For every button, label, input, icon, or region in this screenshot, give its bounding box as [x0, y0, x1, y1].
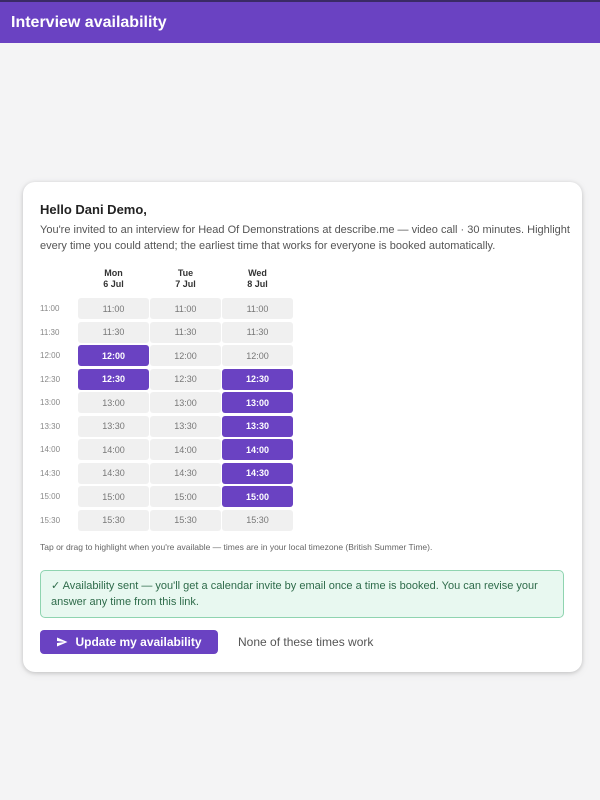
time-label: 11:30 [40, 327, 60, 337]
time-label: 13:30 [40, 421, 61, 431]
day-date: 6 Jul [103, 279, 124, 289]
success-message: ✓ Availability sent — you'll get a calendar invite by email once a time is booked. You can revise your answer any time from this link. [40, 570, 564, 618]
time-slot[interactable]: 14:30 [78, 463, 149, 484]
time-slot[interactable]: 15:00 [78, 486, 149, 507]
day-name: Mon [104, 268, 123, 278]
time-slot[interactable]: 15:30 [222, 510, 293, 531]
time-label: 12:30 [40, 374, 61, 384]
timezone-hint: Tap or drag to highlight when you're available — times are in your local timezone (British Summer Time). [40, 542, 433, 552]
time-slot[interactable]: 11:30 [222, 322, 293, 343]
time-slot-selected[interactable]: 12:30 [78, 369, 149, 390]
invite-description: You're invited to an interview for Head Of Demonstrations at describe.me — video call · 30 minutes. Highlight every time you could attend; the earliest time that works for everyone is booked automatically. [40, 224, 570, 252]
time-label: 15:30 [40, 515, 61, 525]
none-work-link[interactable]: None of these times work [238, 635, 374, 649]
day-date: 7 Jul [175, 279, 196, 289]
top-bar [0, 0, 600, 43]
day-header [150, 268, 221, 290]
greeting: Hello Dani Demo, [40, 202, 147, 217]
time-slot[interactable]: 11:00 [150, 298, 221, 319]
time-slot[interactable]: 12:30 [150, 369, 221, 390]
time-slot[interactable]: 13:30 [78, 416, 149, 437]
time-slot-selected[interactable]: 12:00 [78, 345, 149, 366]
page-title: Interview availability [11, 13, 167, 31]
time-slot[interactable]: 11:00 [222, 298, 293, 319]
update-availability-label: Update my availability [75, 635, 202, 649]
time-slot[interactable]: 13:00 [78, 392, 149, 413]
time-slot[interactable]: 11:30 [150, 322, 221, 343]
time-label: 12:00 [40, 351, 61, 360]
time-label: 11:00 [40, 304, 60, 313]
day-header [78, 268, 149, 290]
time-slot[interactable]: 13:00 [150, 392, 221, 413]
update-availability-button[interactable] [40, 630, 218, 654]
time-slot[interactable]: 12:00 [222, 345, 293, 366]
time-slot-selected[interactable]: 13:30 [222, 416, 293, 437]
day-name: Tue [177, 268, 194, 278]
day-name: Wed [248, 268, 267, 278]
time-slot[interactable]: 14:30 [150, 463, 221, 484]
time-slot-selected[interactable]: 13:00 [222, 392, 293, 413]
availability-card [23, 182, 582, 672]
time-slot-selected[interactable]: 14:00 [222, 439, 293, 460]
time-slot[interactable]: 15:30 [150, 510, 221, 531]
time-slot[interactable]: 14:00 [150, 439, 221, 460]
time-slot[interactable]: 14:00 [78, 439, 149, 460]
time-slot[interactable]: 15:00 [150, 486, 221, 507]
time-slot[interactable]: 13:30 [150, 416, 221, 437]
time-slot[interactable]: 15:30 [78, 510, 149, 531]
time-slot[interactable]: 12:00 [150, 345, 221, 366]
time-label: 14:30 [40, 468, 61, 478]
time-slot-selected[interactable]: 12:30 [222, 369, 293, 390]
time-label: 14:00 [40, 445, 61, 454]
time-label: 15:00 [40, 492, 61, 501]
day-header [222, 268, 293, 290]
send-icon [56, 636, 68, 648]
time-slot-selected[interactable]: 15:00 [222, 486, 293, 507]
time-label: 13:00 [40, 398, 61, 407]
time-slot[interactable]: 11:30 [78, 322, 149, 343]
time-slot-selected[interactable]: 14:30 [222, 463, 293, 484]
day-date: 8 Jul [247, 279, 268, 289]
time-slot[interactable]: 11:00 [78, 298, 149, 319]
